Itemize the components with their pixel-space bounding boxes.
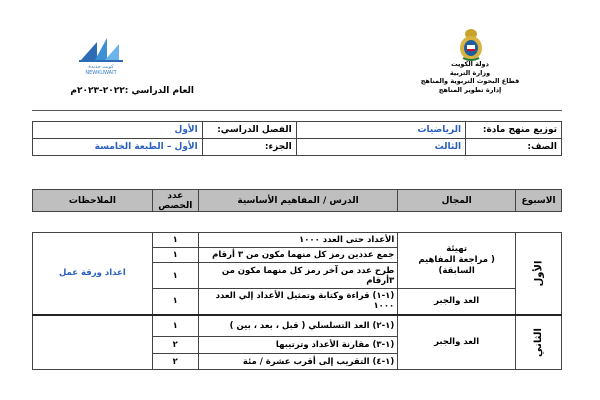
domain-cell (398, 233, 516, 289)
subject-value: الرياضيات (296, 122, 465, 139)
grade-value: الثالث (296, 139, 465, 156)
header-divider (32, 110, 562, 111)
week-cell (516, 315, 562, 370)
new-kuwait-logo-text (72, 64, 130, 76)
logo-text-ar: كويت جديدة (88, 64, 114, 70)
semester-label: الفصل الدراسي: (202, 122, 296, 139)
academic-year: العام الدراسي :٢٠٢٢-٢٠٢٣م (70, 86, 194, 96)
count-cell: ١ (152, 315, 198, 337)
week-name: الثاني (533, 327, 545, 357)
domain-cell: العد والجبر (398, 315, 516, 370)
ministry-emblem-icon (458, 28, 484, 62)
logo-text-en: NEWKUWAIT (85, 70, 117, 76)
part-value: الأول – الطبعة الخامسة (33, 139, 203, 156)
lesson-cell: (١-١) قراءة وكتابة وتمثيل الأعداد إلي العدد ١٠٠٠ (198, 289, 398, 315)
week-name: الأول (533, 260, 545, 287)
lesson-cell: (١-٢) العد التسلسلي ( قبل ، بعد ، بين ) (198, 315, 398, 337)
curriculum-info-table (32, 121, 562, 156)
lesson-cell: جمع عددين رمز كل منهما مكون من ٣ أرقام (198, 248, 398, 263)
count-cell: ٢ (152, 354, 198, 370)
ministry-line: وزارة التربية (449, 68, 491, 77)
week-cell (516, 233, 562, 315)
column-lesson: الدرس / المفاهيم الأساسية (198, 190, 398, 212)
lesson-cell: الأعداد حتى العدد ١٠٠٠ (198, 233, 398, 248)
notes-cell: اعداد ورقة عمل (33, 233, 153, 315)
count-cell: ١ (152, 263, 198, 289)
lesson-cell: (١-٤) التقريب إلى أقرب عشرة / مئة (198, 354, 398, 370)
count-cell: ٢ (152, 337, 198, 354)
subject-label: توزيع منهج مادة: (466, 122, 562, 139)
ministry-line: قطاع البحوث التربوية والمناهج (420, 77, 520, 85)
column-count: عدد الحصص (152, 190, 198, 212)
count-cell: ١ (152, 233, 198, 248)
domain-line: تهيئة (446, 244, 468, 254)
column-domain: المجال (398, 190, 516, 212)
count-cell: ١ (152, 248, 198, 263)
grade-label: الصف: (466, 139, 562, 156)
ministry-line: دولة الكويت (451, 60, 489, 68)
ministry-header (400, 60, 540, 94)
schedule-header (32, 189, 562, 212)
notes-cell (33, 315, 153, 370)
count-cell: ١ (152, 289, 198, 315)
column-notes: الملاحظات (33, 190, 153, 212)
domain-line: ( مراجعة المفاهيم السابقة) (418, 255, 495, 276)
semester-value: الأول (33, 122, 203, 139)
ministry-line: إدارة تطوير المناهج (438, 85, 502, 94)
domain-cell: العد والجبر (398, 289, 516, 315)
lesson-cell: (١-٣) مقارنة الأعداد وترتيبها (198, 337, 398, 354)
schedule-table (32, 232, 562, 370)
column-week: الاسبوع (516, 190, 562, 212)
lesson-cell: طرح عدد من آخر رمز كل منهما مكون من ٣أرقام (198, 263, 398, 289)
part-label: الجزء: (202, 139, 296, 156)
